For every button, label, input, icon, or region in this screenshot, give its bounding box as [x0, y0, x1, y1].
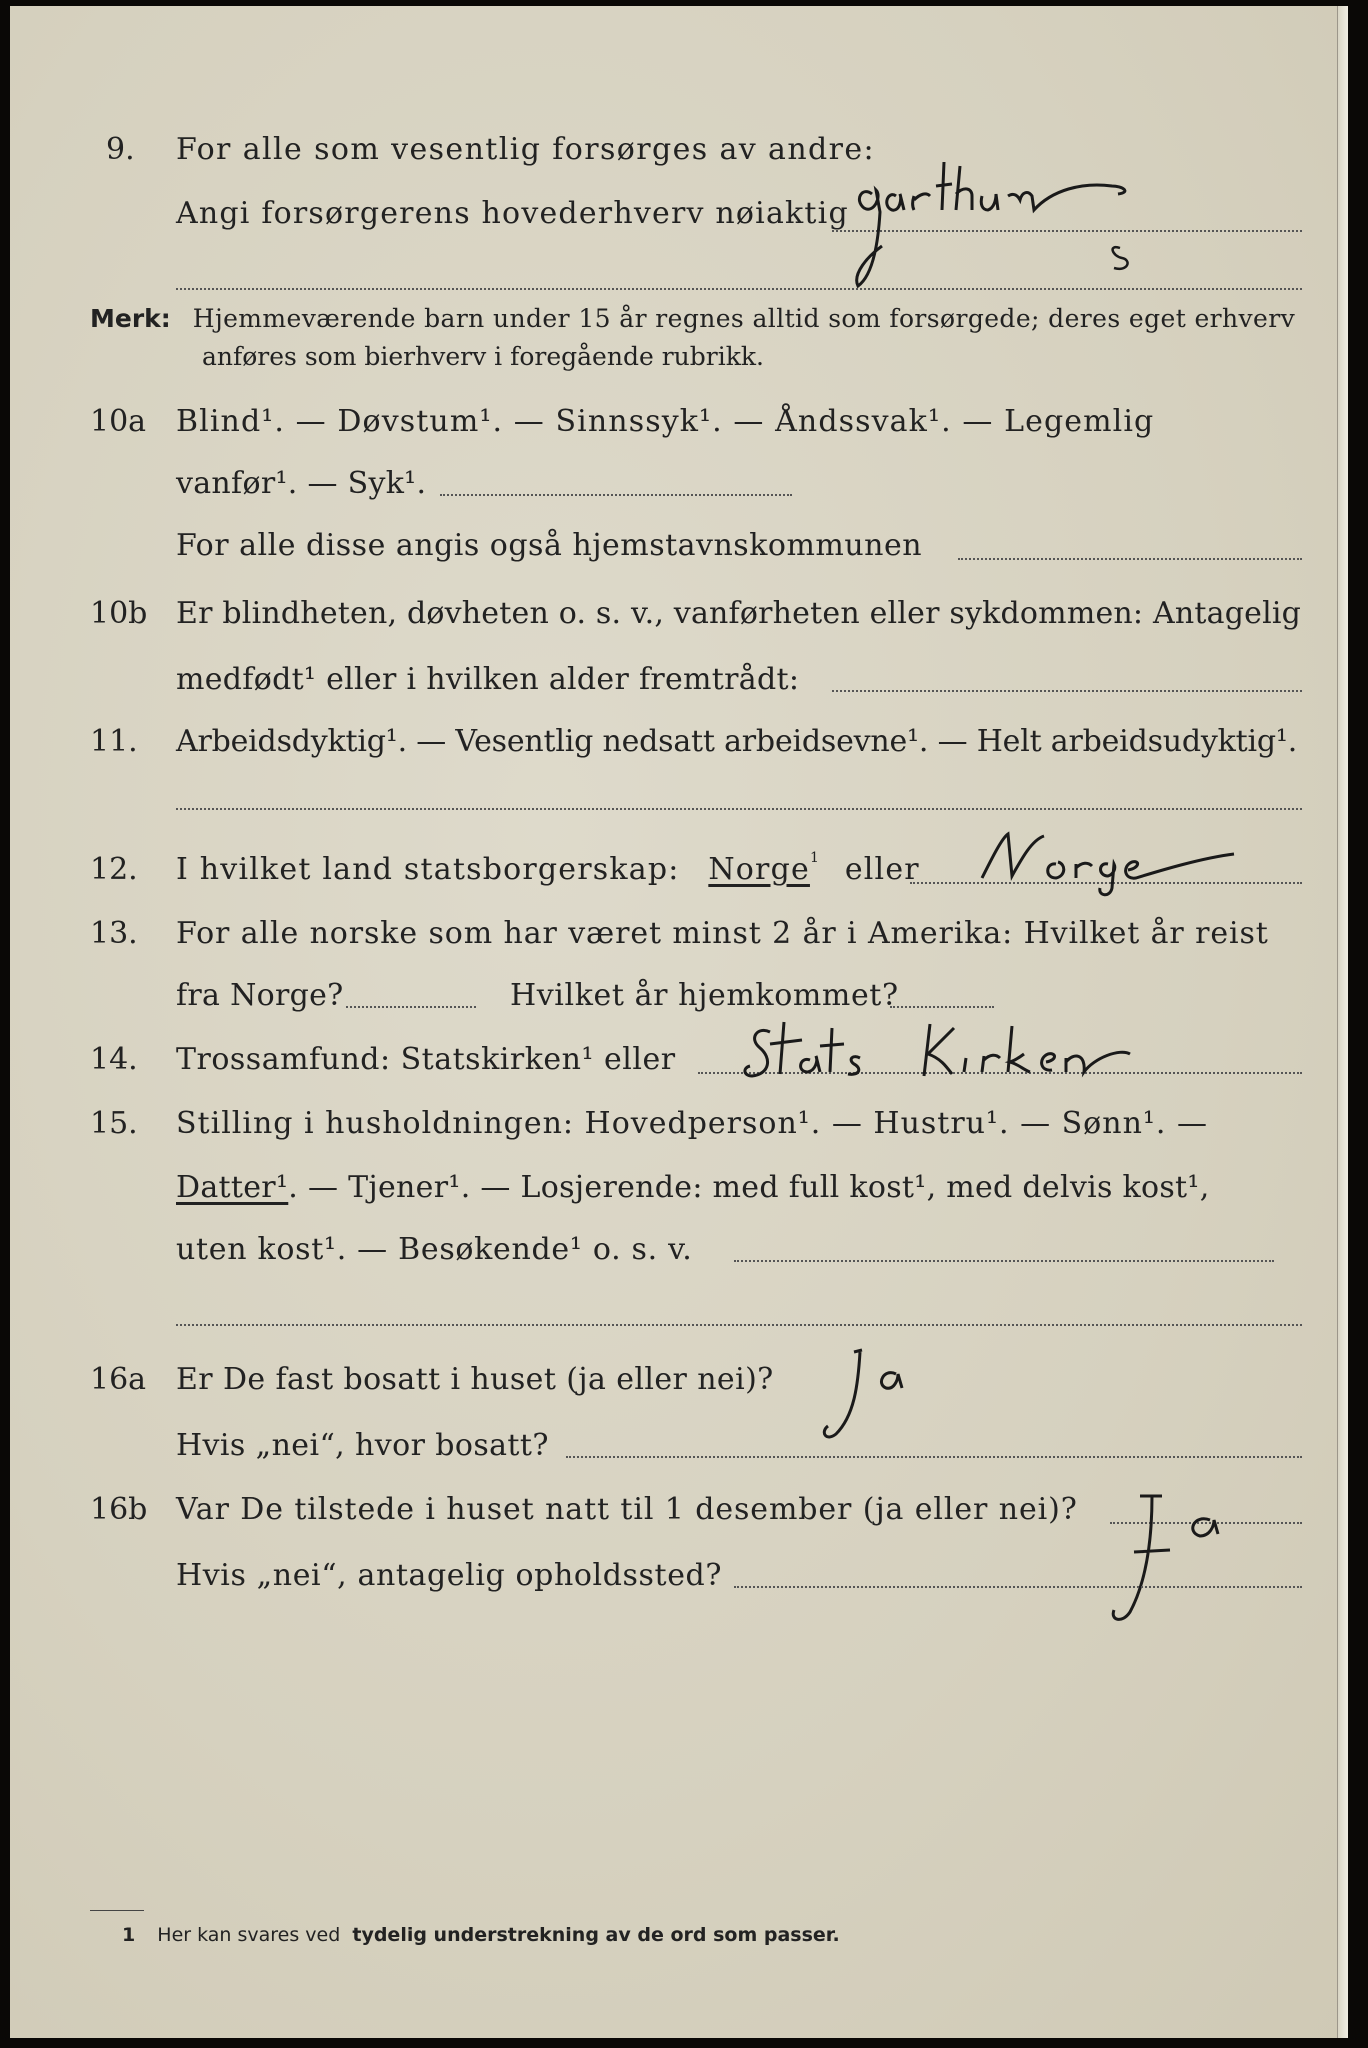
q13-hjemkommet-line — [890, 1006, 994, 1008]
q11-answer-line — [176, 808, 1302, 810]
handwriting-norge — [972, 828, 1272, 898]
q15-line3: uten kost¹. — Besøkende¹ o. s. v. — [176, 1232, 693, 1267]
q10a-line3: For alle disse angis også hjemstavnskommunen — [176, 528, 923, 563]
q10b-answer-line — [832, 690, 1302, 692]
merk-label: Merk: — [90, 304, 171, 333]
footnote-text-bold: tydelig understrekning av de ord som passer. — [352, 1924, 840, 1946]
q12-suffix: eller — [844, 852, 920, 887]
q11-number: 11. — [90, 724, 138, 759]
handwriting-gartner — [852, 156, 1212, 296]
q10a-number: 10a — [90, 404, 147, 439]
footnote-text-plain: Her kan svares ved — [157, 1924, 341, 1946]
q9-line2: Angi forsørgerens hovederhverv nøiaktig — [176, 196, 849, 231]
q13-reist-line — [346, 1006, 476, 1008]
handwriting-ja-2 — [1090, 1492, 1290, 1632]
footnote-rule — [90, 1910, 144, 1911]
q10a-answer-line — [440, 494, 792, 496]
q13-line2b: Hvilket år hjemkommet? — [510, 978, 899, 1013]
q16a-handwritten-answer — [814, 1346, 934, 1446]
q16a-number: 16a — [90, 1362, 147, 1397]
q12-number: 12. — [90, 852, 138, 887]
q15-line1: Stilling i husholdningen: Hovedperson¹. — Hustru¹. — Sønn¹. — — [176, 1106, 1208, 1141]
q14-number: 14. — [90, 1042, 138, 1077]
footnote — [122, 1924, 840, 1946]
footnote-mark: 1 — [122, 1924, 136, 1946]
handwriting-stats-kirken — [740, 1018, 1260, 1088]
q9-line1: For alle som vesentlig forsørges av andre: — [176, 132, 876, 167]
q11-line1: Arbeidsdyktig¹. — Vesentlig nedsatt arbeidsevne¹. — Helt arbeidsudyktig¹. — [176, 724, 1298, 759]
q15-line2-rest: . — Tjener¹. — Losjerende: med full kost¹, med delvis kost¹, — [288, 1170, 1210, 1205]
q12-handwritten-answer — [972, 828, 1272, 898]
q10b-number: 10b — [90, 596, 148, 631]
q12-norge-underlined: Norge — [708, 852, 810, 887]
q14-line: Trossamfund: Statskirken¹ eller — [176, 1042, 676, 1077]
q16b-number: 16b — [90, 1492, 148, 1527]
q16a-line2: Hvis „nei“, hvor bosatt? — [176, 1428, 549, 1463]
q10a-line1: Blind¹. — Døvstum¹. — Sinnssyk¹. — Åndssvak¹. — Legemlig — [176, 404, 1155, 439]
q9-continuation-line — [176, 288, 1302, 290]
q15-datter-underlined: Datter¹ — [176, 1170, 289, 1205]
merk-text-1: Hjemmeværende barn under 15 år regnes alltid som forsørgede; deres eget erhverv — [192, 304, 1296, 333]
q16a-answer-line — [566, 1456, 1302, 1458]
q10a-line2: vanfør¹. — Syk¹. — [176, 466, 427, 501]
q13-number: 13. — [90, 916, 138, 951]
q15-number: 15. — [90, 1106, 138, 1141]
handwriting-ja — [814, 1346, 934, 1446]
q16b-handwritten-answer — [1090, 1492, 1290, 1632]
q13-line2a: fra Norge? — [176, 978, 344, 1013]
q12-line: I hvilket land statsborgerskap: Norge$^1$ eller — [176, 850, 920, 887]
census-form-page — [10, 6, 1348, 2038]
q10a-hjemstavn-line — [958, 558, 1302, 560]
q16b-line1: Var De tilstede i huset natt til 1 desember (ja eller nei)? — [176, 1492, 1078, 1527]
q15-continuation-line — [176, 1324, 1302, 1326]
q14-handwritten-answer — [740, 1018, 1260, 1088]
q12-prefix: I hvilket land statsborgerskap: — [176, 852, 680, 887]
merk-line1 — [90, 304, 1295, 333]
q13-line1: For alle norske som har været minst 2 år i Amerika: Hvilket år reist — [176, 916, 1269, 951]
q10b-line1: Er blindheten, døvheten o. s. v., vanførheten eller sykdommen: Antagelig — [176, 596, 1302, 631]
q16b-line2: Hvis „nei“, antagelig opholdssted? — [176, 1558, 723, 1593]
q16a-line1: Er De fast bosatt i huset (ja eller nei)? — [176, 1362, 774, 1397]
q15-line2 — [176, 1170, 1210, 1205]
q16b-opholdssted-line — [734, 1586, 1302, 1588]
page-edge — [1337, 6, 1348, 2038]
q10b-line2: medfødt¹ eller i hvilken alder fremtrådt: — [176, 662, 800, 697]
q9-handwritten-answer — [852, 156, 1212, 296]
merk-text-2: anføres som bierhverv i foregående rubrikk. — [202, 342, 764, 371]
q9-number: 9. — [106, 132, 135, 167]
q15-answer-line — [734, 1260, 1274, 1262]
